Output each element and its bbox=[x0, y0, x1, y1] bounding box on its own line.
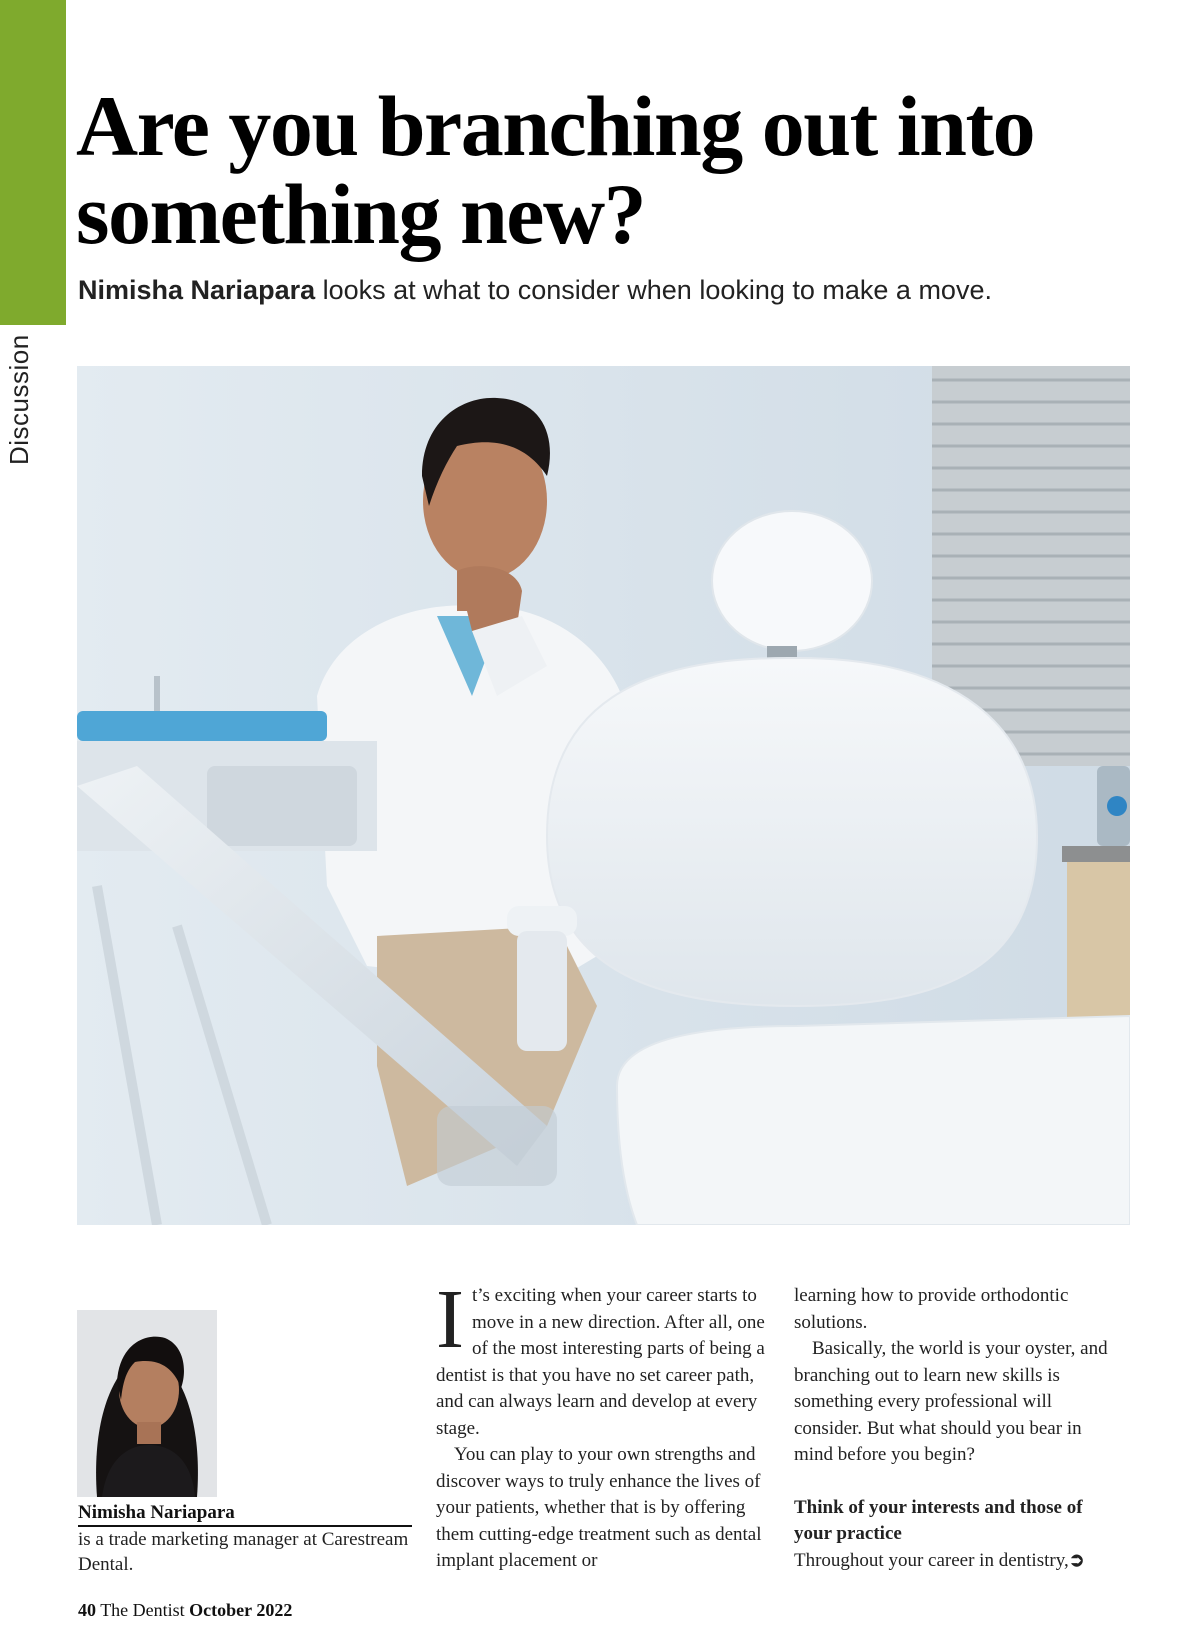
headline: Are you branching out into something new? bbox=[76, 78, 1035, 262]
issue-date: October 2022 bbox=[189, 1600, 293, 1620]
body-subheading: Think of your interests and those of your practice bbox=[794, 1496, 1083, 1544]
body-paragraph-1 bbox=[436, 1273, 771, 1442]
section-color-bar bbox=[0, 0, 66, 325]
standfirst-text: looks at what to consider when looking to make a move. bbox=[315, 275, 992, 305]
hero-photo bbox=[77, 366, 1130, 1225]
continued-arrow-icon: ➲ bbox=[1068, 1549, 1085, 1571]
standfirst-author: Nimisha Nariapara bbox=[78, 275, 316, 305]
hero-photo-illustration bbox=[77, 366, 1130, 1225]
body-paragraph-5 bbox=[794, 1548, 1124, 1575]
body-paragraph-3: learning how to provide orthodontic solutions. bbox=[794, 1285, 1069, 1333]
body-column-2 bbox=[794, 1283, 1124, 1574]
body-paragraph-5-text: Throughout your career in dentistry, bbox=[794, 1549, 1069, 1571]
body-paragraph-4: Basically, the world is your oyster, and branching out to learn new skills is something every professional will consider. But what should you bear in mind before you begin? bbox=[794, 1338, 1108, 1465]
body-paragraph-1-text: t’s exciting when your career starts to move in a new direction. After all, one of the most interesting parts of being a dentist is that you have no set career path, and can always learn and develop at every stage. bbox=[436, 1285, 765, 1439]
magazine-name: The Dentist bbox=[100, 1600, 185, 1620]
standfirst bbox=[78, 270, 1158, 310]
author-photo bbox=[77, 1310, 217, 1497]
section-label: Discussion bbox=[4, 334, 34, 465]
author-bio-text: is a trade marketing manager at Carestream Dental. bbox=[78, 1529, 409, 1575]
author-portrait-illustration bbox=[77, 1310, 217, 1497]
page-folio bbox=[78, 1598, 478, 1622]
author-bio-name: Nimisha Nariapara bbox=[78, 1500, 412, 1527]
body-column-1 bbox=[436, 1273, 771, 1575]
body-paragraph-2: You can play to your own strengths and discover ways to truly enhance the lives of your patients, whether that is by offering them cutting-edge treatment such as dental implant placement or bbox=[436, 1444, 762, 1571]
page-number: 40 bbox=[78, 1600, 96, 1620]
drop-cap: I bbox=[436, 1273, 464, 1366]
